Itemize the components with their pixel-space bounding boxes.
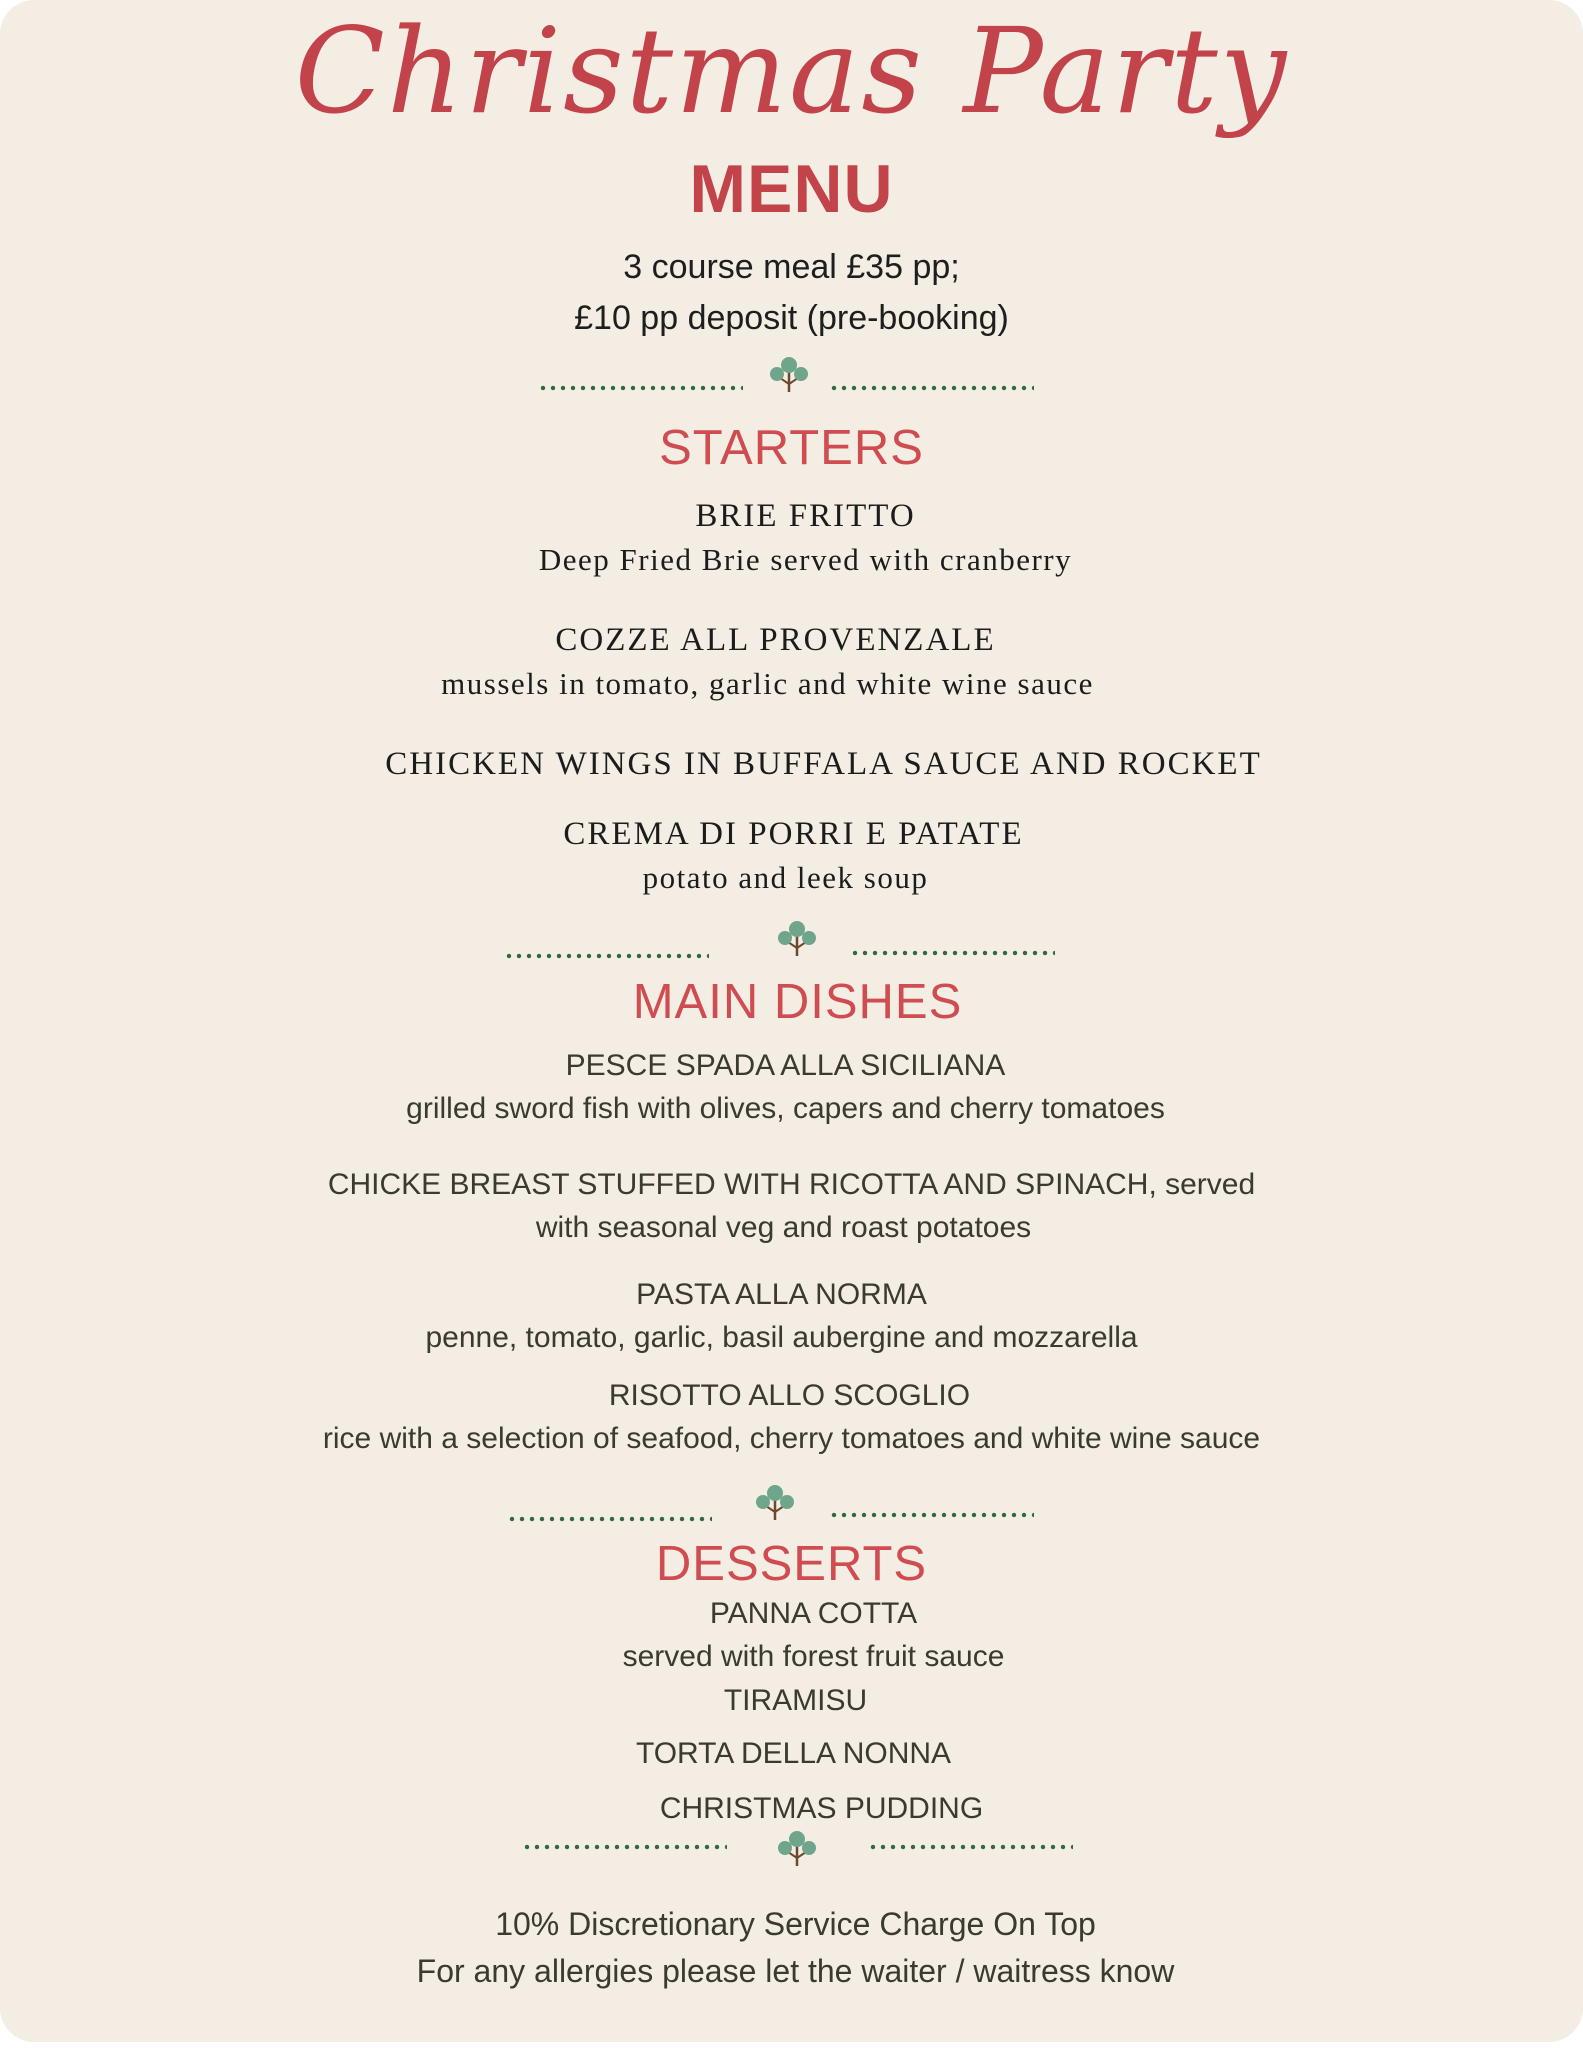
menu-item-desc: mussels in tomato, garlic and white wine sauce [441,666,1094,701]
menu-item-name: CHRISTMAS PUDDING [659,1792,984,1825]
dotted-line [538,385,743,391]
price-line: 3 course meal £35 pp; [623,248,960,286]
menu-item-name: TORTA DELLA NONNA [635,1737,952,1770]
dotted-line [868,1844,1073,1850]
menu-item-name: PASTA ALLA NORMA [636,1278,927,1311]
menu-title: MENU [689,151,894,227]
holly-sprig-icon [775,918,819,958]
menu-item-name: RISOTTO ALLO SCOGLIO [608,1379,971,1412]
menu-item-name: TIRAMISU [723,1684,868,1717]
desserts-heading: DESSERTS [655,1537,928,1591]
starters-heading: STARTERS [659,421,924,475]
menu-item-name: PANNA COTTA [709,1597,918,1630]
menu-item-desc: Deep Fried Brie served with cranberry [538,542,1073,577]
dotted-line [504,953,709,959]
menu-item-desc: potato and leek soup [642,860,929,895]
menu-item-name: COZZE ALL PROVENZALE [555,622,996,658]
main-dishes-heading: MAIN DISHES [632,975,963,1029]
menu-item-desc: rice with a selection of seafood, cherry tomatoes and white wine sauce [322,1422,1261,1455]
service-charge-note: 10% Discretionary Service Charge On Top [495,1906,1096,1942]
menu-item-desc: served with forest fruit sauce [622,1640,1005,1673]
dotted-line [507,1516,712,1522]
menu-item-name: CREMA DI PORRI E PATATE [563,816,1024,852]
dotted-line [522,1844,727,1850]
menu-item-desc: grilled sword fish with olives, capers and cherry tomatoes [406,1092,1165,1125]
allergy-note: For any allergies please let the waiter / waitress know [416,1953,1175,1989]
holly-sprig-icon [775,1828,819,1868]
menu-item-name: BRIE FRITTO [695,498,916,534]
dotted-line [829,385,1034,391]
dotted-line [850,950,1055,956]
deposit-line: £10 pp deposit (pre-booking) [574,299,1009,337]
dotted-line [829,1512,1034,1518]
menu-item-name: CHICKE BREAST STUFFED WITH RICOTTA AND SPINACH, served [327,1168,1256,1201]
menu-item-desc: with seasonal veg and roast potatoes [535,1211,1032,1244]
menu-item-desc: penne, tomato, garlic, basil aubergine and mozzarella [425,1321,1138,1354]
script-title: Christmas Party [294,2,1289,140]
holly-sprig-icon [753,1482,797,1522]
menu-item-name: CHICKEN WINGS IN BUFFALA SAUCE AND ROCKET [385,746,1262,782]
menu-item-name: PESCE SPADA ALLA SICILIANA [565,1049,1006,1082]
holly-sprig-icon [767,354,811,394]
